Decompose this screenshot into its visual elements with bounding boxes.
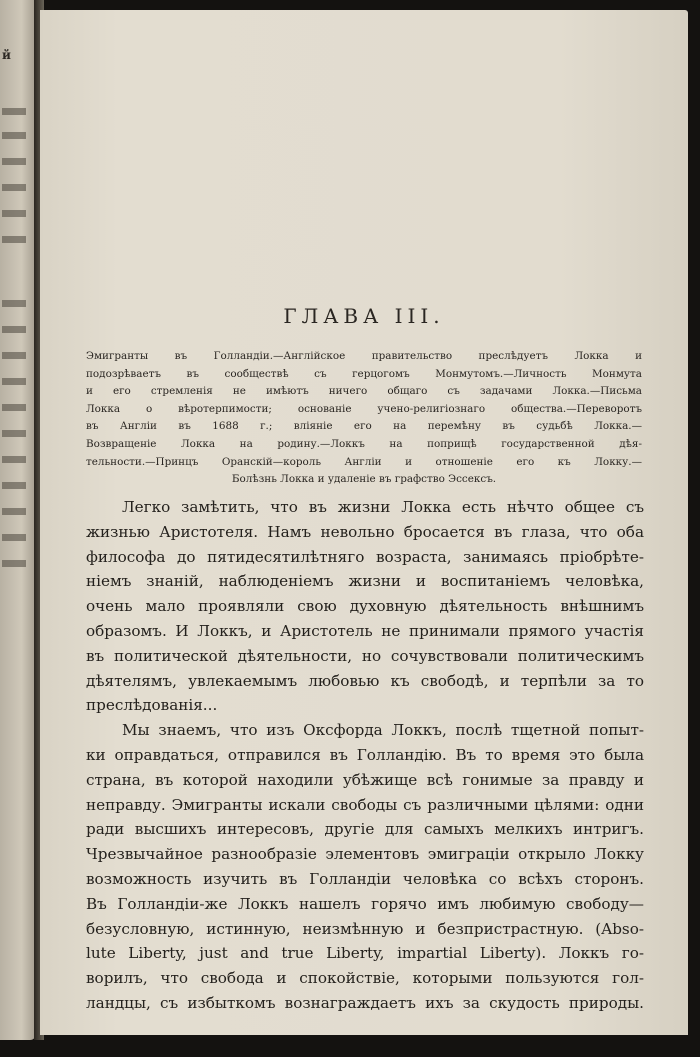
previous-page-text-fragment [2,508,26,515]
body-line: страна, въ которой находили убѣжище всѣ гонимые за правду и [86,770,644,789]
previous-page-text-fragment [2,534,26,541]
body-line: ландцы, съ избыткомъ вознаграждаетъ ихъ за скудость природы. [86,993,644,1012]
previous-page-text-fragment [2,108,26,115]
summary-line: въ Англіи въ 1688 г.; вліяніе его на перемѣну въ судьбѣ Локка.— [86,420,642,433]
previous-page-text-fragment [2,158,26,165]
previous-page-text-fragment [2,482,26,489]
previous-page-text-fragment [2,456,26,463]
body-line: безусловную, истинную, неизмѣнную и безпристрастную. (Abso- [86,919,644,938]
body-line: неправду. Эмигранты искали свободы съ различными цѣлями: одни [86,795,644,814]
book-page [40,10,688,1035]
previous-page-header-mark: й [2,48,11,62]
body-line: ради высшихъ интересовъ, другіе для самыхъ мелкихъ интригъ. [86,820,644,839]
summary-line: и его стремленія не имѣютъ ничего общаго съ задачами Локка.—Письма [86,385,642,398]
body-line: возможность изучить въ Голландіи человѣка со всѣхъ сторонъ. [86,869,644,888]
body-line: философа до пятидесятилѣтняго возраста, занимаясь пріобрѣте- [86,547,644,566]
body-line: ки оправдаться, отправился въ Голландію. Въ то время это была [86,745,644,764]
body-line: преслѣдованія... [86,696,218,715]
body-line: Чрезвычайное разнообразіе элементовъ эмиграціи открыло Локку [86,845,644,864]
chapter-heading: ГЛАВА III. [283,304,445,328]
previous-page-text-fragment [2,132,26,139]
summary-line: Локка о вѣротерпимости; основаніе ученo-религіознаго общества.—Переворотъ [86,402,642,415]
previous-page-edge [0,0,36,1040]
body-line: ворилъ, что свобода и спокойствіе, которыми пользуются гол- [86,969,644,988]
body-line: ніемъ знаній, наблюденіемъ жизни и воспитаніемъ человѣка, [86,572,644,591]
body-line: очень мало проявляли свою духовную дѣятельность внѣшнимъ [86,597,644,616]
chapter-summary [86,348,642,489]
body-line: Мы знаемъ, что изъ Оксфорда Локкъ, послѣ тщетной попыт- [122,721,644,740]
body-line: Легко замѣтить, что въ жизни Локка есть нѣчто общее съ [122,498,644,516]
previous-page-text-fragment [2,236,26,243]
previous-page-text-fragment [2,560,26,567]
previous-page-text-fragment [2,210,26,217]
previous-page-text-fragment [2,378,26,385]
previous-page-text-fragment [2,300,26,307]
body-line: дѣятелямъ, увлекаемымъ любовью къ свободѣ, и терпѣли за то [86,671,644,690]
previous-page-text-fragment [2,326,26,333]
summary-line: Болѣзнь Локка и удаленіе въ графство Эссексъ. [231,473,497,486]
chapter-body [86,495,644,1016]
summary-line: Эмигранты въ Голландіи.—Англійское правительство преслѣдуетъ Локка и [86,350,642,362]
body-line: образомъ. И Локкъ, и Аристотель не принимали прямого участія [86,621,644,640]
body-line: lute Liberty, just and true Liberty, impartial Liberty). Локкъ го- [86,944,644,963]
previous-page-text-fragment [2,404,26,411]
previous-page-text-fragment [2,430,26,437]
summary-line: Возвращеніе Локка на родину.—Локкъ на поприщѣ государственной дѣя- [86,437,642,450]
previous-page-text-fragment [2,352,26,359]
previous-page-text-fragment [2,184,26,191]
summary-line: подозрѣваетъ въ сообществѣ съ герцогомъ Монмутомъ.—Личность Монмута [86,367,642,380]
body-line: Въ Голландіи-же Локкъ нашелъ горячо имъ любимую свободу— [86,894,644,913]
body-line: въ политической дѣятельности, но сочувствовали политическимъ [86,646,644,665]
body-line: жизнью Аристотеля. Намъ невольно бросается въ глаза, что оба [86,522,644,541]
summary-line: тельности.—Принцъ Оранскій—король Англіи и отношеніе его къ Локку.— [86,455,642,468]
